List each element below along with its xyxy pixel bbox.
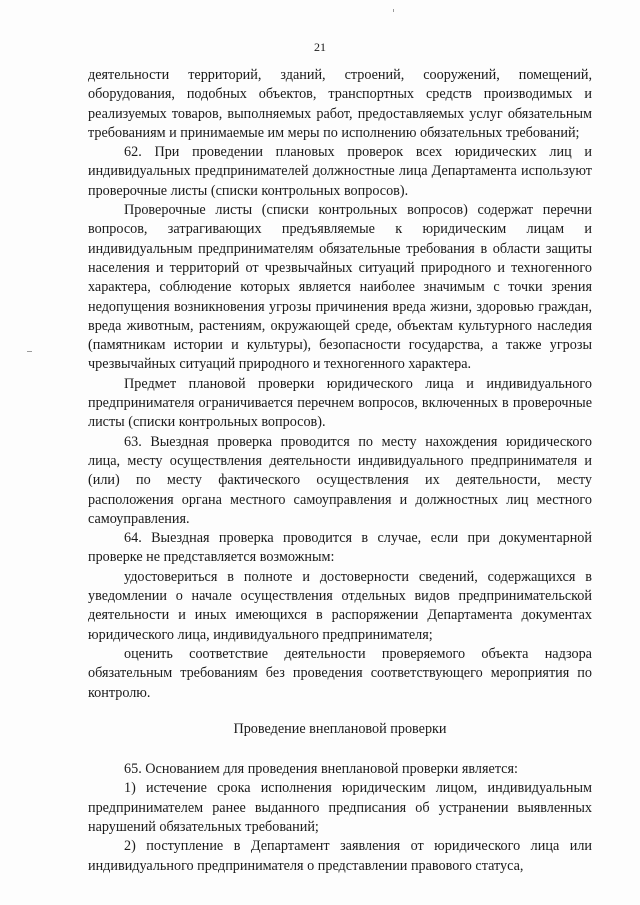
paragraph: 62. При проведении плановых проверок всех юридических лиц и индивидуальных предпринимателей должностные лица Департамента используют проверочные листы (списки контрольных вопросов). xyxy=(88,144,592,199)
paragraph: Предмет плановой проверки юридического лица и индивидуального предпринимателя ограничивается перечнем вопросов, включенных в проверочные листы (списки контрольных вопросов). xyxy=(88,375,592,431)
paragraph: 64. Выездная проверка проводится в случае, если при документарной проверке не представляется возможным: xyxy=(88,530,592,566)
scan-mark xyxy=(393,9,394,12)
paragraph: оценить соответствие деятельности проверяемого объекта надзора обязательным требованиям без проведения соответствующего мероприятия по контролю. xyxy=(88,645,592,701)
paragraph: 65. Основанием для проведения внеплановой проверки является: xyxy=(124,761,518,778)
document-body xyxy=(88,66,592,876)
paragraph: деятельности территорий, зданий, строений, сооружений, помещений, оборудования, подобных объектов, транспортных средств производимых и реализуемых товаров, выполняемых работ, предоставляемых услуг обязательным требованиям и принимаемые им меры по исполнению обязательных требований; xyxy=(88,67,592,141)
section-heading: Проведение внеплановой проверки xyxy=(233,720,447,737)
paragraph: 63. Выездная проверка проводится по месту нахождения юридического лица, месту осуществления деятельности индивидуального предпринимателя и (или) по месту фактического осуществления их деятельности, месту расположения органа местного самоуправления и должностных лиц местного самоуправления. xyxy=(88,433,592,527)
page-number: 21 xyxy=(314,40,326,54)
paragraph: 2) поступление в Департамент заявления от юридического лица или индивидуального предпринимателя о представлении правового статуса, xyxy=(88,838,592,874)
paragraph: 1) истечение срока исполнения юридическим лицом, индивидуальным предпринимателем ранее выданного предписания об устранении выявленных нарушений обязательных требований; xyxy=(88,780,592,835)
paragraph: удостовериться в полноте и достоверности сведений, содержащихся в уведомлении о начале осуществления отдельных видов предпринимательской деятельности и иных имеющихся в распоряжении Департамента документах юридического лица, индивидуального предпринимателя; xyxy=(88,568,592,643)
paragraph: Проверочные листы (списки контрольных вопросов) содержат перечни вопросов, затрагивающих предъявляемые к юридическим лицам и индивидуальным предпринимателям обязательные требования в области защиты населения и территорий от чрезвычайных ситуаций природного и техногенного характера, соблюдение которых является наиболее значимым с точки зрения недопущения возникновения угрозы причинения вреда жизни, здоровью граждан, вреда животным, растениям, окружающей среде, объектам культурного наследия (памятникам истории и культуры), безопасности государства, а также угрозы чрезвычайных ситуаций природного и техногенного характера. xyxy=(88,202,592,373)
scan-mark xyxy=(27,351,32,352)
